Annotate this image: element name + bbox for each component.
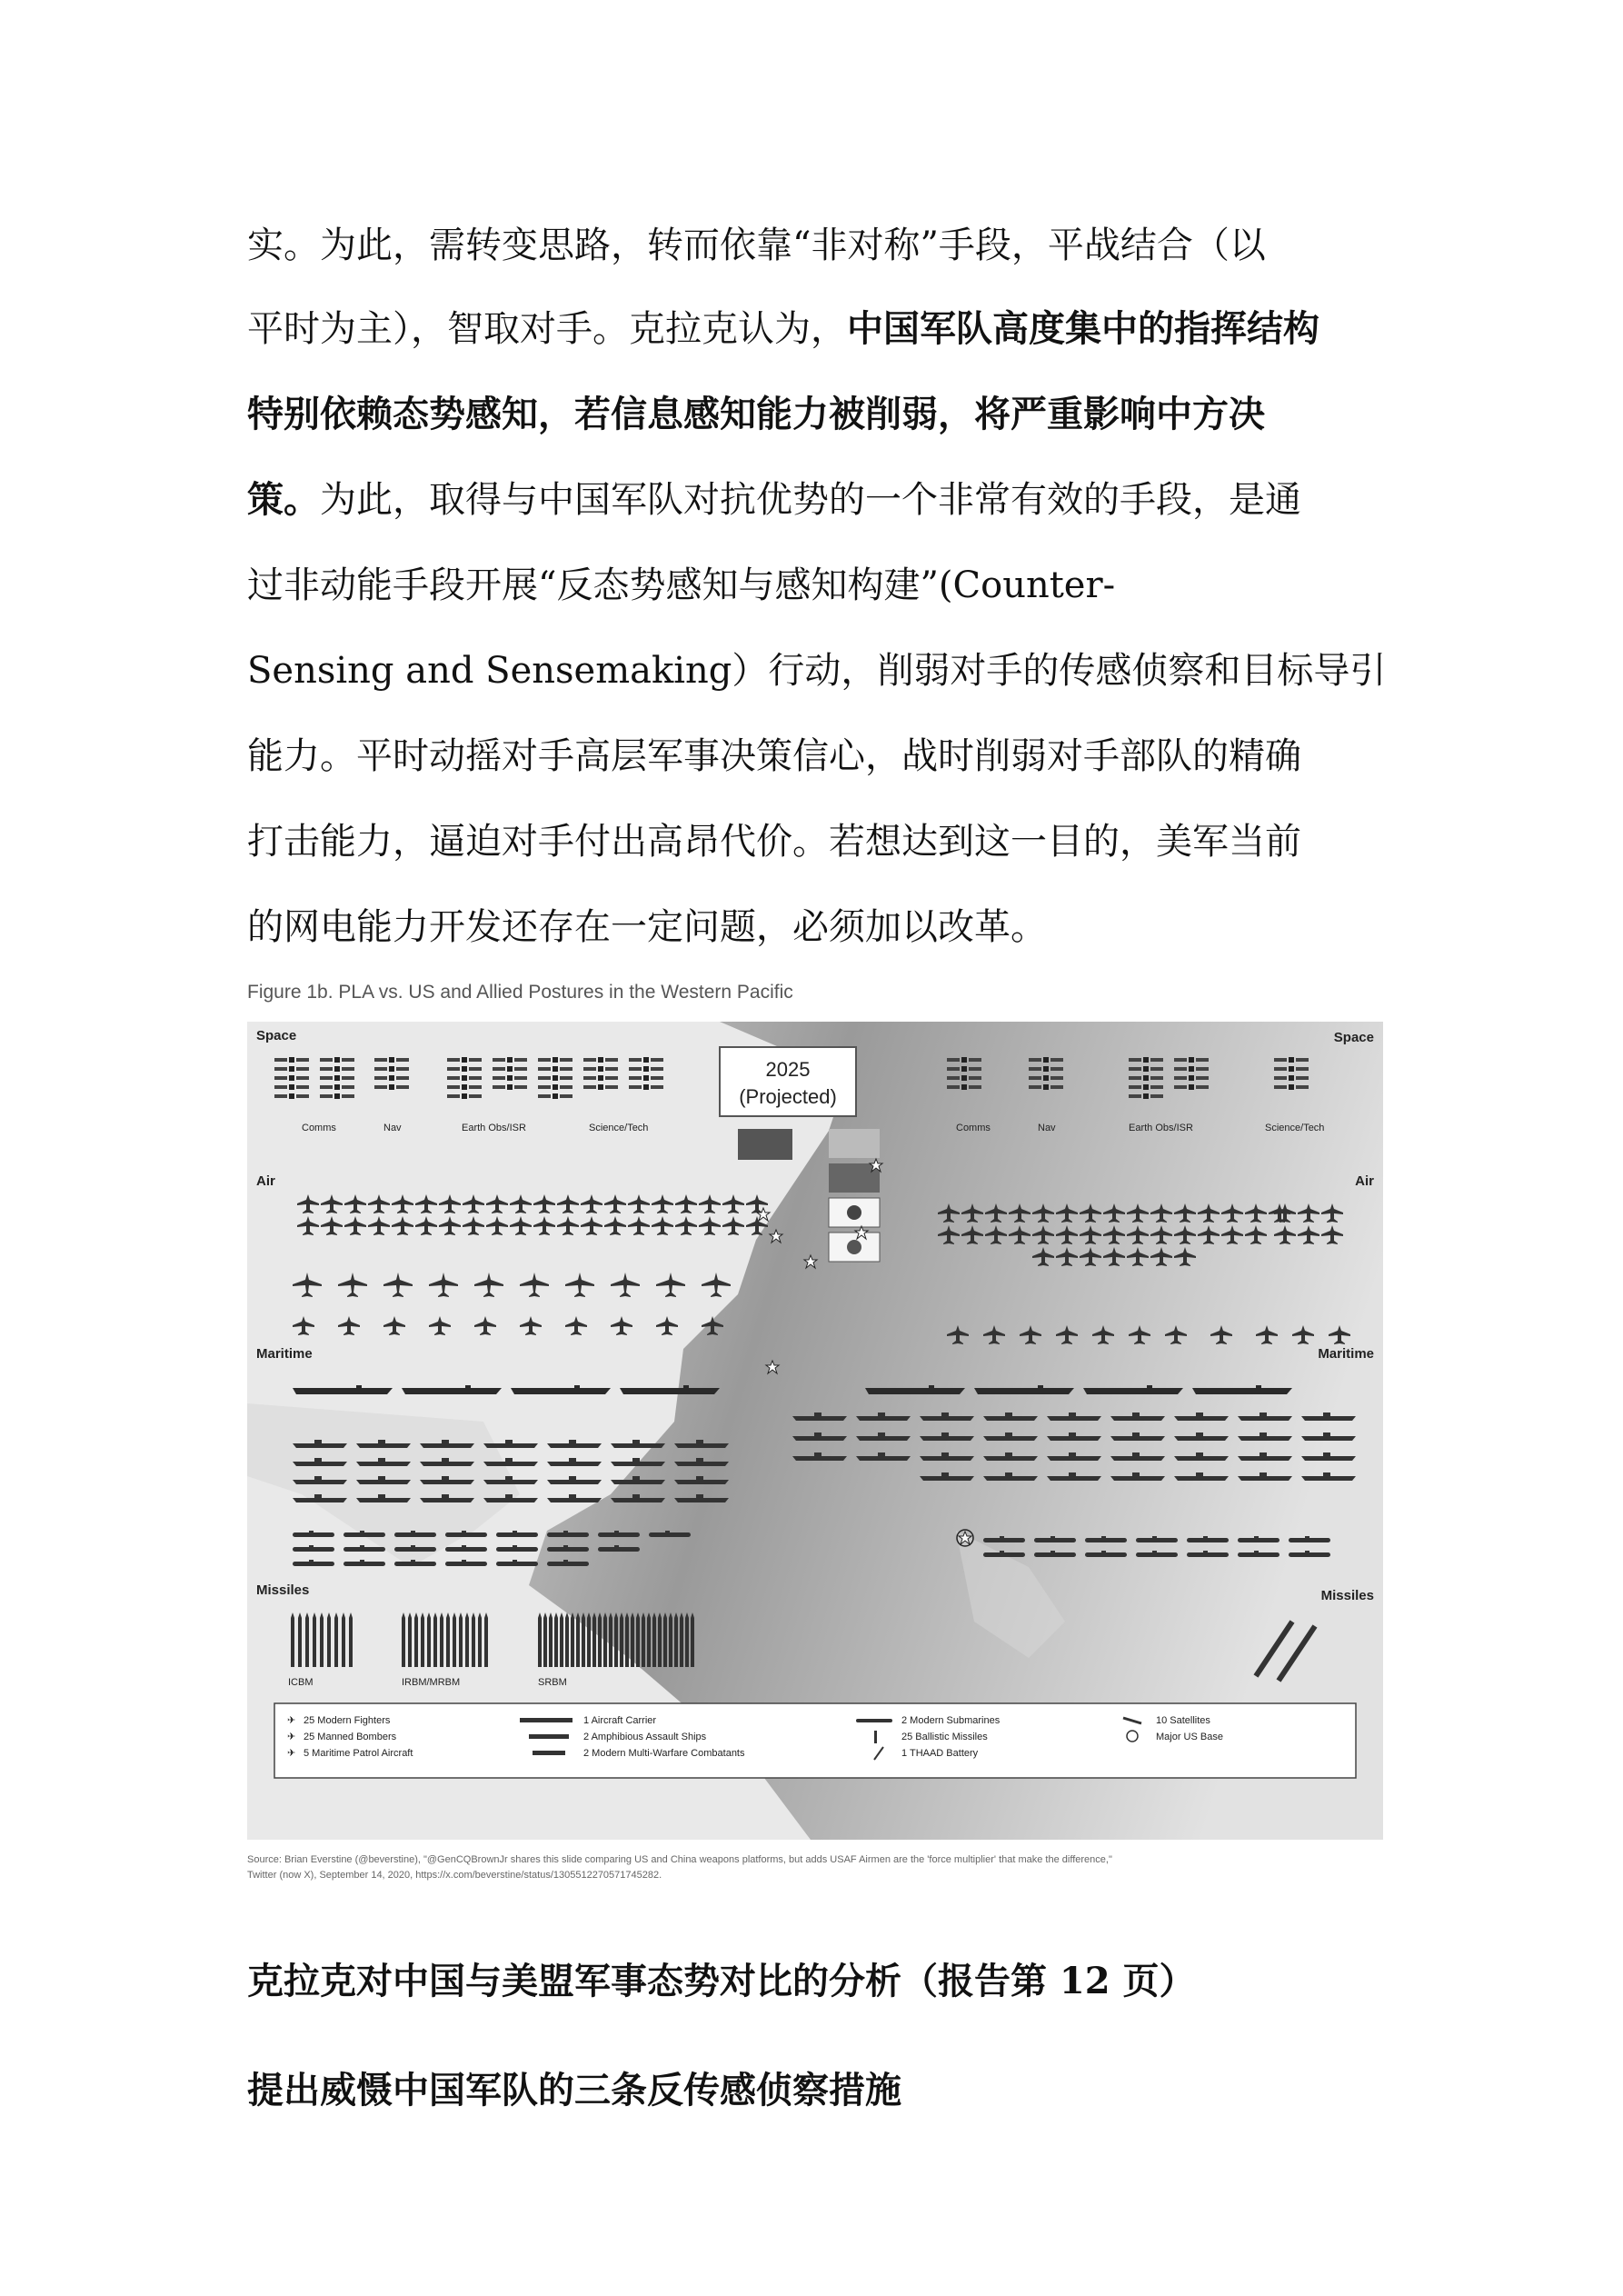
missile-group-2: IRBM/MRBM: [402, 1677, 461, 1688]
flag-australia: [829, 1163, 880, 1193]
flag-usa: [829, 1129, 880, 1158]
legend-fighters: 25 Modern Fighters: [304, 1715, 391, 1726]
paragraph-line-9: 的网电能力开发还存在一定问题，必须加以改革。: [247, 906, 1047, 948]
right-space-group-2: Nav: [1038, 1123, 1056, 1133]
left-maritime-label: Maritime: [256, 1346, 313, 1362]
legend-carrier: 1 Aircraft Carrier: [583, 1715, 657, 1726]
legend-ballistic: 25 Ballistic Missiles: [901, 1732, 988, 1742]
paragraph-line-2-normal: 平时为主），智取对手。克拉克认为，: [247, 308, 847, 350]
missile-group-3: SRBM: [538, 1677, 567, 1688]
caption-1: 克拉克对中国与美盟军事态势对比的分析（报告第 12 页）: [247, 1960, 1196, 2002]
paragraph-line-4-bold: 策。: [247, 478, 320, 521]
legend-submarines: 2 Modern Submarines: [901, 1715, 1001, 1726]
flag-china: [738, 1129, 792, 1160]
paragraph-line-1: 实。为此，需转变思路，转而依靠“非对称”手段，平战结合（以: [247, 225, 1266, 266]
right-space-label: Space: [1333, 1030, 1374, 1045]
paragraph-line-2-bold: 中国军队高度集中的指挥结构: [847, 307, 1319, 350]
legend-thaad: 1 THAAD Battery: [901, 1748, 979, 1759]
paragraph-line-2: [247, 300, 1319, 352]
figure-source: [247, 1852, 1383, 1883]
right-space-group-3: Earth Obs/ISR: [1129, 1123, 1193, 1133]
right-maritime-label: Maritime: [1318, 1346, 1374, 1362]
posture-figure: [247, 982, 1383, 1900]
paragraph-line-7: 能力。平时动摇对手高层军事决策信心，战时削弱对手部队的精确: [247, 735, 1301, 777]
svg-text:✈: ✈: [287, 1732, 296, 1742]
caption-2: 提出威慑中国军队的三条反传感侦察措施: [247, 2069, 901, 2111]
left-missiles-label: Missiles: [256, 1582, 310, 1598]
left-air-label: Air: [256, 1173, 275, 1189]
right-missiles-label: Missiles: [1320, 1588, 1374, 1603]
badge-year: 2025: [765, 1058, 811, 1081]
badge-sub: (Projected): [739, 1085, 837, 1108]
left-space-group-2: Nav: [383, 1123, 402, 1133]
svg-text:✈: ✈: [287, 1715, 296, 1726]
legend-combatants: 2 Modern Multi-Warfare Combatants: [583, 1748, 745, 1759]
right-air-label: Air: [1355, 1173, 1374, 1189]
figure-source-line-2: Twitter (now X), September 14, 2020, https://x.com/beverstine/status/1305512270571745282.: [247, 1870, 662, 1881]
svg-text:✈: ✈: [287, 1748, 296, 1759]
paragraph-line-8: 打击能力，逼迫对手付出高昂代价。若想达到这一目的，美军当前: [247, 821, 1301, 863]
left-space-label: Space: [256, 1028, 297, 1043]
paragraph-line-3: 特别依赖态势感知，若信息感知能力被削弱，将严重影响中方决: [247, 393, 1265, 435]
paragraph-line-5: 过非动能手段开展“反态势感知与感知构建”(Counter-: [247, 564, 1116, 606]
left-space-group-1: Comms: [302, 1123, 336, 1133]
right-space-group-1: Comms: [956, 1123, 991, 1133]
legend-patrol: 5 Maritime Patrol Aircraft: [304, 1748, 413, 1759]
legend-amphibious: 2 Amphibious Assault Ships: [583, 1732, 707, 1742]
legend-satellites: 10 Satellites: [1156, 1715, 1210, 1726]
missile-group-1: ICBM: [288, 1677, 314, 1688]
left-space-group-4: Science/Tech: [589, 1123, 649, 1133]
posture-map: [247, 1022, 1383, 1840]
legend-bombers: 25 Manned Bombers: [304, 1732, 397, 1742]
paragraph-line-4-normal: 为此，取得与中国军队对抗优势的一个非常有效的手段，是通: [320, 479, 1301, 521]
figure-title: Figure 1b. PLA vs. US and Allied Postures in the Western Pacific: [247, 982, 793, 1003]
legend-us-base: Major US Base: [1156, 1732, 1223, 1742]
paragraph-line-4: [247, 471, 1301, 523]
paragraph-line-6: Sensing and Sensemaking）行动，削弱对手的传感侦察和目标导引: [247, 650, 1387, 692]
figure-source-line-1: Source: Brian Everstine (@beverstine), "@GenCQBrownJr shares this slide comparing US and China weapons platforms, but adds USAF Airmen are the 'force multiplier' that make the difference,": [247, 1854, 1112, 1865]
right-space-group-4: Science/Tech: [1265, 1123, 1325, 1133]
left-space-group-3: Earth Obs/ISR: [462, 1123, 526, 1133]
